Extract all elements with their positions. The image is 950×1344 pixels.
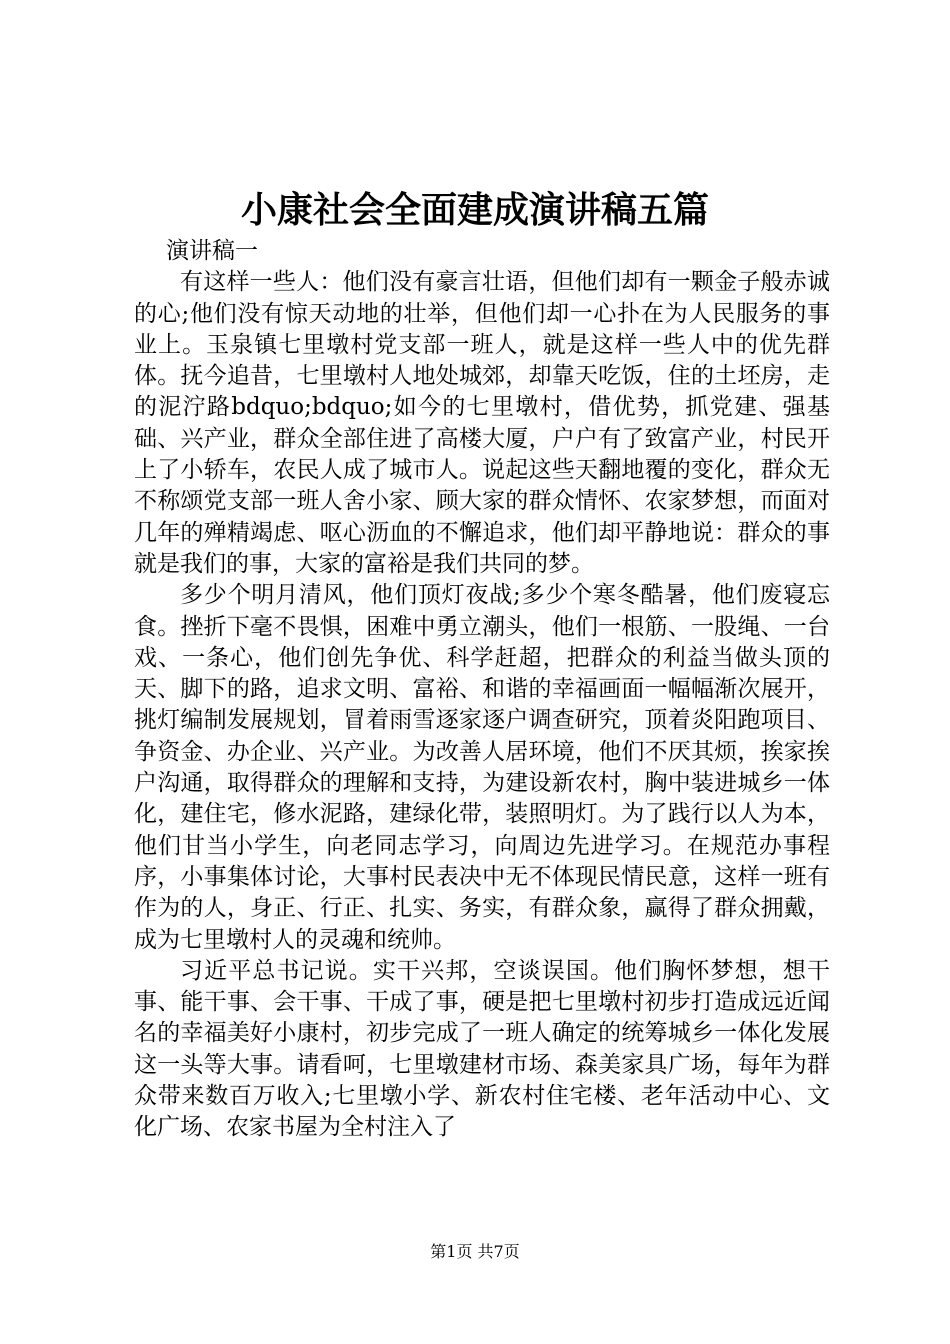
paragraph-1: 有这样一些人：他们没有豪言壮语，但他们却有一颗金子般赤诚的心;他们没有惊天动地的壮举，但他们却一心扑在为人民服务的事业上。玉泉镇七里墩村党支部一班人，就是这样一些人中的优先群体。抚今追昔，七里墩村人地处城郊，却靠天吃饭，住的土坯房，走的泥泞路bdquo;bdquo;如今的七里墩村，借优势，抓党建、强基础、兴产业，群众全部住进了高楼大厦，户户有了致富产业，村民开上了小轿车，农民人成了城市人。说起这些天翻地覆的变化，群众无不称颂党支部一班人舍小家、顾大家的群众情怀、农家梦想，而面对几年的殚精竭虑、呕心沥血的不懈追求，他们却平静地说：群众的事就是我们的事，大家的富裕是我们共同的梦。 xyxy=(134,269,830,577)
document-title: 小康社会全面建成演讲稿五篇 xyxy=(240,189,709,231)
document-body xyxy=(134,236,830,1144)
section-label: 演讲稿一 xyxy=(166,238,258,264)
page-footer: 第1页 共7页 xyxy=(430,1242,520,1261)
paragraph-2: 多少个明月清风，他们顶灯夜战;多少个寒冬酷暑，他们废寝忘食。挫折下毫不畏惧，困难中勇立潮头，他们一根筋、一股绳、一台戏、一条心，他们创先争优、科学赶超，把群众的利益当做头顶的天、脚下的路，追求文明、富裕、和谐的幸福画面一幅幅渐次展开，挑灯编制发展规划，冒着雨雪逐家逐户调查研究，顶着炎阳跑项目、争资金、办企业、兴产业。为改善人居环境，他们不厌其烦，挨家挨户沟通，取得群众的理解和支持，为建设新农村，胸中装进城乡一体化，建住宅，修水泥路，建绿化带，装照明灯。为了践行以人为本，他们甘当小学生，向老同志学习，向周边先进学习。在规范办事程序，小事集体讨论，大事村民表决中无不体现民情民意，这样一班有作为的人，身正、行正、扎实、务实，有群众象，赢得了群众拥戴，成为七里墩村人的灵魂和统帅。 xyxy=(134,582,830,953)
paragraph-3: 习近平总书记说。实干兴邦，空谈误国。他们胸怀梦想，想干事、能干事、会干事、干成了事，硬是把七里墩村初步打造成远近闻名的幸福美好小康村，初步完成了一班人确定的统筹城乡一体化发展这一头等大事。请看呵，七里墩建材市场、森美家具广场，每年为群众带来数百万收入;七里墩小学、新农村住宅楼、老年活动中心、文化广场、农家书屋为全村注入了 xyxy=(134,957,830,1141)
